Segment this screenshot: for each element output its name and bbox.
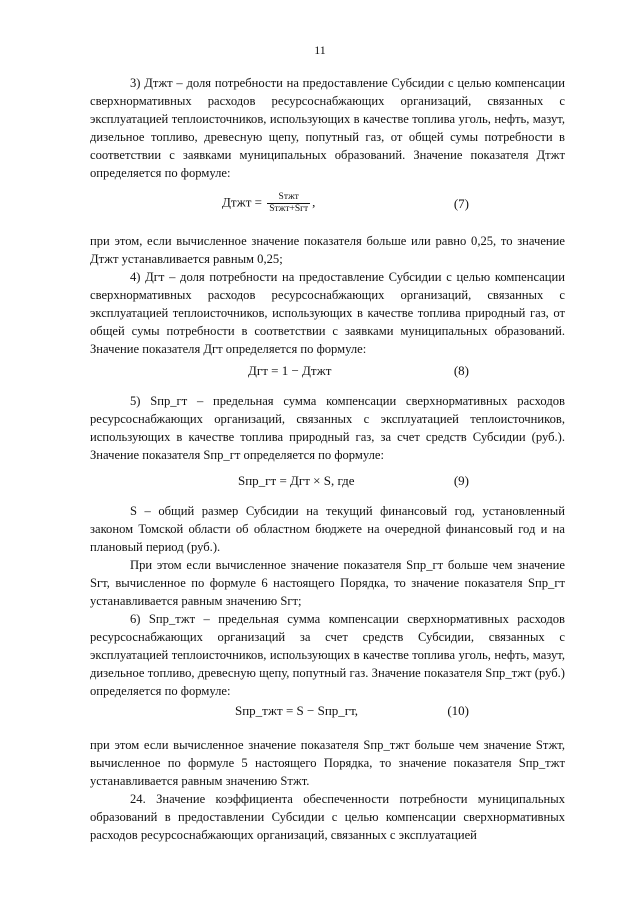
formula-8-number: (8) xyxy=(453,363,469,378)
paragraph-item-4: 4) Дгт – доля потребности на предоставление Субсидии с целью компенсации сверхнормативных расходов ресурсоснабжающих организаций, связанных с эксплуатацией теплоисточников, использующих в качестве топлива природный газ, от общей сумы потребности в соответствии с заявками муниципальных образований. Значение показателя Дгт определяется по формуле: xyxy=(90,270,565,356)
formula-9-expression: Sпр_гт = Дгт × S, где xyxy=(238,473,355,488)
formula-7-denominator: Sтжт+Sгт xyxy=(269,204,309,214)
formula-7 xyxy=(90,192,565,216)
formula-7-tail: , xyxy=(312,194,316,210)
paragraph-condition-1: при этом, если вычисленное значение показателя больше или равно 0,25, то значение Дтжт устанавливается равным 0,25; xyxy=(90,234,565,266)
page-number: 11 xyxy=(314,43,326,57)
formula-9 xyxy=(90,472,565,496)
formula-10-number: (10) xyxy=(447,703,469,718)
paragraph-item-24: 24. Значение коэффициента обеспеченности потребности муниципальных образований в предоставлении Субсидии с целью компенсации сверхнормативных расходов ресурсоснабжающих организаций, связанных с эксплуатацией xyxy=(90,792,565,842)
paragraph-item-6: 6) Sпр_тжт – предельная сумма компенсации сверхнормативных расходов ресурсоснабжающих организаций за счет средств Субсидии, связанных с эксплуатацией теплоисточников, использующих в качестве топлива уголь, нефть, мазут, дизельное топливо, древесную щепу, попутный газ. Значение показателя Sпр_тжт (руб.) определяется по формуле: xyxy=(90,612,565,698)
formula-7-number: (7) xyxy=(453,196,469,211)
paragraph-condition-3: при этом если вычисленное значение показателя Sпр_тжт больше чем значение Sтжт, вычисленное по формуле 5 настоящего Порядка, то значение показателя Sпр_тжт устанавливается равным значению Sтжт. xyxy=(90,738,565,788)
formula-7-numerator: Sтжт xyxy=(267,192,310,204)
paragraph-total-subsidy: S – общий размер Субсидии на текущий финансовый год, установленный законом Томской области об областном бюджете на очередной финансовый год и на плановый период (руб.). xyxy=(90,504,565,554)
paragraph-item-5: 5) Sпр_гт – предельная сумма компенсации сверхнормативных расходов ресурсоснабжающих организаций, связанных с эксплуатацией теплоисточников, использующих в качестве топлива природный газ, за счет средств Субсидии (руб.). Значение показателя Sпр_гт определяется по формуле: xyxy=(90,394,565,462)
formula-7-lhs: Дтжт = xyxy=(222,194,262,210)
formula-8 xyxy=(90,362,565,386)
formula-10 xyxy=(90,702,565,726)
formula-7-fraction xyxy=(267,192,310,215)
paragraph-item-3: 3) Дтжт – доля потребности на предоставление Субсидии с целью компенсации сверхнормативных расходов ресурсоснабжающих организаций, связанных с эксплуатацией теплоисточников, использующих в качестве топлива уголь, нефть, мазут, дизельное топливо, древесную щепу, попутный газ, от общей сумы потребности в соответствии с заявками муниципальных образований. Значение показателя Дтжт определяется по формуле: xyxy=(90,76,565,180)
formula-8-expression: Дгт = 1 − Дтжт xyxy=(248,363,332,378)
paragraph-condition-2: При этом если вычисленное значение показателя Sпр_гт больше чем значение Sгт, вычисленное по формуле 6 настоящего Порядка, то значение показателя Sпр_гт устанавливается равным значению Sгт; xyxy=(90,558,565,608)
formula-9-number: (9) xyxy=(453,473,469,488)
formula-10-expression: Sпр_тжт = S − Sпр_гт, xyxy=(235,703,359,718)
